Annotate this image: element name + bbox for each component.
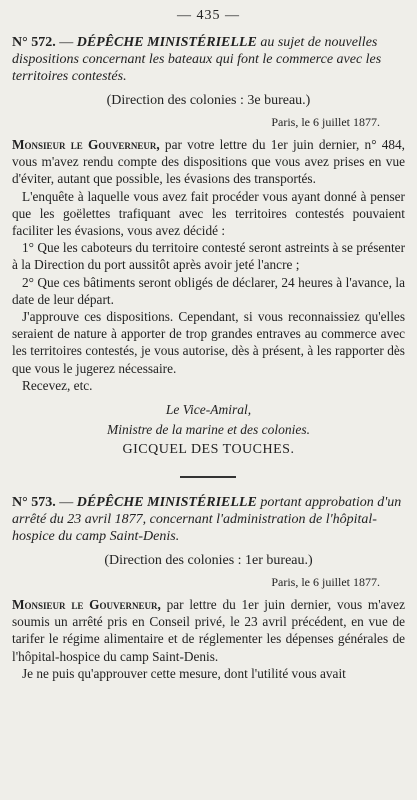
dispatch-572-date: Paris, le 6 juillet 1877. [271, 115, 380, 129]
paragraph [12, 136, 405, 188]
signature-name: GICQUEL DES TOUCHES. [122, 442, 295, 458]
dispatch-572-signature [12, 400, 405, 460]
dispatch-573-date: Paris, le 6 juillet 1877. [271, 575, 380, 589]
paragraph: 1° Que les caboteurs du territoire contesté seront astreints à se présenter à la Direction du port aussitôt après avoir jeté l'ancre ; [12, 240, 405, 273]
page-number: — 435 — [177, 8, 240, 23]
dispatch-572-body [12, 136, 405, 394]
paragraph: Je ne puis qu'approuver cette mesure, dont l'utilité vous avait [22, 665, 346, 681]
paragraph: L'enquête à laquelle vous avez fait procéder vous ayant donné à penser que les goëlettes trafiquant avec les territoires contestés pouvaient faciliter les évasions, vous avez décidé : [12, 188, 405, 239]
dispatch-573-subtitle: portant approbation d'un arrêté du 23 avril 1877, concernant l'administration de l'hôpital-hospice du camp Saint-Denis. [12, 495, 402, 544]
dispatch-573-heading [12, 494, 405, 545]
dispatch-572-title: DÉPÊCHE MINISTÉRIELLE [76, 35, 257, 50]
paragraph: 2° Que ces bâtiments seront obligés de déclarer, 24 heures à l'avance, la date de leur départ. [12, 274, 405, 307]
dispatch-573-number: N° 573. [12, 495, 56, 510]
dispatch-572-direction: (Direction des colonies : 3e bureau.) [106, 93, 311, 108]
heading-dash: — [55, 495, 77, 510]
signature-role: Ministre de la marine et des colonies. [106, 422, 311, 438]
dispatch-573-body [12, 596, 405, 682]
dispatch-572-subtitle: au sujet de nouvelles dispositions concernant les bateaux qui font le commerce avec les territoires contestés. [12, 35, 382, 84]
salutation: Monsieur le Gouverneur, [12, 137, 160, 152]
heading-dash: — [55, 35, 77, 50]
paragraph [12, 596, 405, 665]
dispatch-572-heading [12, 34, 405, 85]
paragraph-text: par votre lettre du 1er juin dernier, n° 484, vous m'avez rendu compte des dispositions que vous avez prises en vue d'éviter, autant que possible, les évasions des transportés. [12, 137, 406, 187]
paragraph-text: par lettre du 1er juin dernier, vous m'avez soumis un arrêté pris en Conseil privé, le 23 avril précédent, en vue de tarifer le régime alimentaire et de réglementer les dépenses générales de l'hôpital-hospice du camp Saint-Denis. [12, 597, 405, 664]
paragraph: J'approuve ces dispositions. Cependant, si vous reconnaissiez qu'elles seraient de nature à apporter de trop grandes entraves au commerce avec les territoires contestés, je vous autorise, dès à présent, à les rapporter dès que vous le jugerez nécessaire. [12, 309, 405, 376]
dispatch-573-direction: (Direction des colonies : 1er bureau.) [104, 553, 313, 568]
dispatch-572-number: N° 572. [12, 35, 56, 50]
salutation: Monsieur le Gouverneur, [12, 597, 161, 612]
dispatch-572 [12, 34, 405, 460]
dispatch-573 [12, 494, 405, 682]
dispatch-573-title: DÉPÊCHE MINISTÉRIELLE [76, 495, 257, 510]
signature-title: Le Vice-Amiral, [165, 402, 252, 418]
section-divider [180, 476, 236, 478]
paragraph: Recevez, etc. [22, 377, 93, 393]
